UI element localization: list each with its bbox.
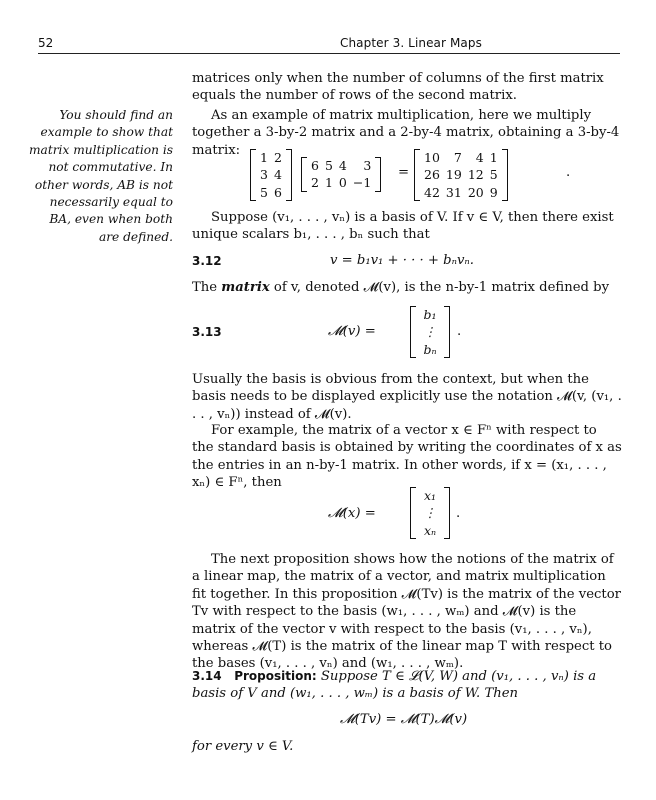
equation-x-lhs: 𝓜(x) = [328, 506, 376, 521]
running-header: Chapter 3. Linear Maps [340, 36, 482, 50]
matrix-a-entry: 2 [273, 150, 282, 165]
equals-sign: = [398, 165, 410, 180]
matrix-c-entry: 4 [475, 150, 484, 165]
matrix-a-entry: 3 [260, 167, 268, 183]
proposition-title: Proposition: [234, 669, 317, 683]
term-matrix: matrix [221, 280, 270, 295]
paragraph-2: As an example of matrix multiplication, here we multiply together a 3-by-2 matrix and a 2-by-4 matrix, obtaining a 3-by-4 matrix: [192, 108, 620, 158]
paragraph-4: The matrix of v, denoted 𝓜(v), is the n-by-1 matrix defined by [192, 280, 610, 295]
vector-b-entry: ⋮ [423, 324, 437, 340]
matrix-a-entry: 1 [260, 150, 268, 165]
matrix-c-entry: 42 [424, 184, 440, 200]
matrix-c-entry: 5 [489, 167, 498, 183]
matrix-b-entry: 0 [338, 175, 347, 191]
matrix-c-entry: 20 [467, 184, 484, 200]
proposition-formula: 𝓜(Tv) = 𝓜(T)𝓜(v) [340, 712, 468, 727]
matrix-b [301, 157, 381, 192]
matrix-a-entry: 4 [273, 167, 282, 183]
vector-matrix-b [410, 306, 450, 358]
proposition-statement: Suppose T ∈ 𝓛(V, W) and (v₁, . . . , vₙ) is a basis of V and (w₁, . . . , wₘ) is a basis of W. Then [192, 669, 597, 702]
matrix-b-entry: 3 [363, 158, 372, 173]
paragraph-1: matrices only when the number of columns of the first matrix equals the number of rows of the second matrix. [192, 71, 604, 104]
matrix-b-entry: 4 [338, 158, 347, 173]
equation-label-3-13: 3.13 [192, 325, 222, 339]
matrix-c [414, 149, 508, 201]
paragraph-6: For example, the matrix of a vector x ∈ Fⁿ with respect to the standard basis is obtained by writing the coordinates of x as the entries in an n-by-1 matrix. In other words, if x = (x₁, . . . , xₙ) ∈ Fⁿ, then [192, 423, 622, 491]
matrix-b-entry: 5 [324, 158, 333, 173]
matrix-a-entry: 5 [260, 184, 268, 200]
vector-x-entry: xₙ [423, 522, 437, 538]
paragraph-7: The next proposition shows how the notions of the matrix of a linear map, the matrix of a vector, and matrix multiplication fit together. In this proposition 𝓜(Tv) is the matrix of the vector Tv with respect to the basis (w₁, . . . , wₘ) and 𝓜(v) is the matrix of the vector v with respect to the basis (v₁, . . . , vₙ), whereas 𝓜(T) is the matrix of the linear map T with respect to the bases (v₁, . . . , vₙ) and (w₁, . . . , wₘ). [192, 552, 621, 672]
proposition-closing: for every v ∈ V. [192, 739, 294, 754]
equation-3-12: v = b₁v₁ + · · · + bₙvₙ. [330, 253, 474, 268]
equation-3-13-period: . [457, 324, 462, 339]
vector-x-entry: ⋮ [423, 505, 437, 521]
matrix-b-entry: 1 [324, 175, 333, 191]
matrix-a [250, 149, 292, 201]
matrix-a-entry: 6 [273, 184, 282, 200]
matrix-c-entry: 26 [424, 167, 440, 183]
matrix-c-entry: 31 [445, 184, 462, 200]
page-number: 52 [38, 36, 54, 50]
matrix-period: . [566, 165, 571, 180]
matrix-b-entry: −1 [352, 175, 372, 191]
matrix-c-entry: 19 [445, 167, 462, 183]
matrix-c-entry: 1 [489, 150, 498, 165]
vector-b-entry: b₁ [423, 307, 437, 322]
matrix-c-entry: 10 [424, 150, 440, 165]
proposition-number: 3.14 [192, 669, 222, 683]
equation-3-13-lhs: 𝓜(v) = [328, 324, 376, 339]
matrix-c-entry: 7 [453, 150, 462, 165]
equation-x-period: . [456, 506, 461, 521]
header-rule [38, 53, 620, 54]
paragraph-3: Suppose (v₁, . . . , vₙ) is a basis of V. If v ∈ V, then there exist unique scalars b₁, . . . , bₙ such that [192, 210, 614, 243]
equation-label-3-12: 3.12 [192, 254, 222, 268]
vector-x-entry: x₁ [423, 488, 437, 503]
vector-b-entry: bₙ [423, 341, 437, 357]
proposition-3-14 [192, 668, 622, 703]
matrix-b-entry: 2 [311, 175, 319, 191]
matrix-c-entry: 9 [489, 184, 498, 200]
matrix-b-entry: 6 [311, 158, 319, 173]
matrix-c-entry: 12 [467, 167, 484, 183]
paragraph-5: Usually the basis is obvious from the context, but when the basis needs to be displayed explicitly use the notation 𝓜(v, (v₁, . . . , vₙ)) instead of 𝓜(v). [192, 372, 622, 422]
vector-matrix-x [410, 487, 450, 539]
margin-note: You should find an example to show that matrix multiplication is not commutative. In other words, AB is not necessarily equal to BA, even when both are defined. [29, 108, 173, 244]
